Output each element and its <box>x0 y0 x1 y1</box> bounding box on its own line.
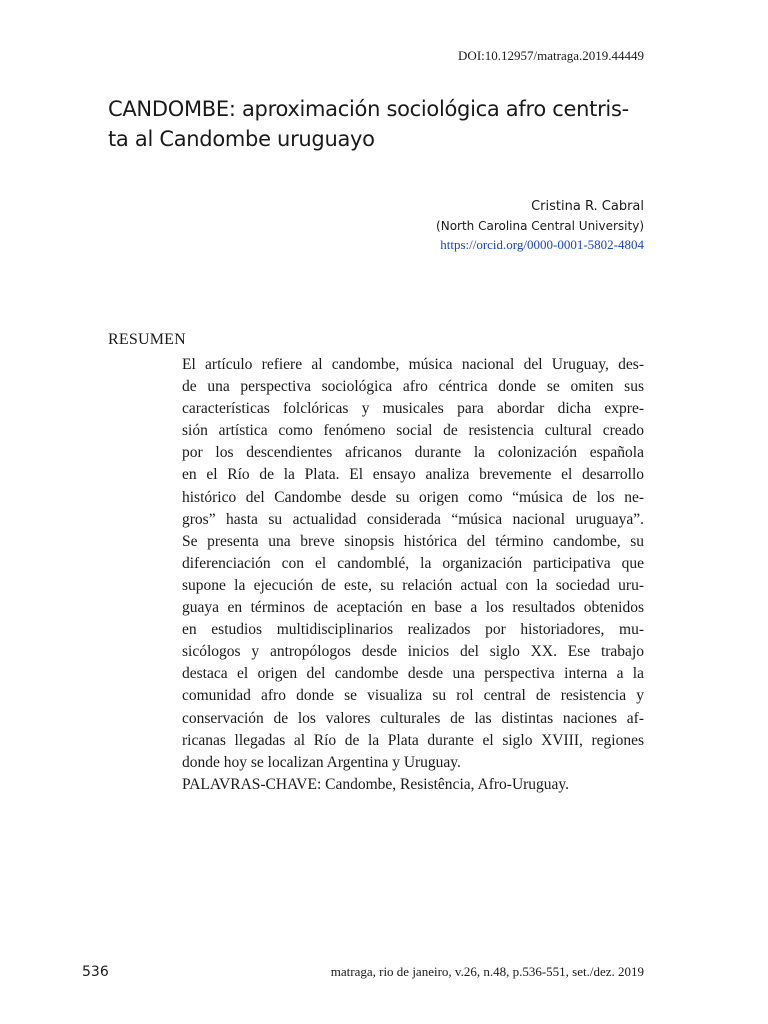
doi-line: DOI:10.12957/matraga.2019.44449 <box>458 48 644 63</box>
abstract-line: características folclóricas y musicales para abordar dicha expre- <box>182 400 644 418</box>
abstract-line: destaca el origen del candombe desde una perspectiva interna a la <box>182 665 644 683</box>
abstract-line: en estudios multidisciplinarios realizados por historiadores, mu- <box>182 621 644 639</box>
author-affiliation: (North Carolina Central University) <box>436 219 644 233</box>
abstract-line: de una perspectiva sociológica afro céntrica donde se omiten sus <box>182 378 644 396</box>
abstract-line: sión artística como fenómeno social de resistencia cultural creado <box>182 422 644 440</box>
abstract-line: donde hoy se localizan Argentina y Uruguay. <box>182 753 461 771</box>
page-number: 536 <box>82 964 109 980</box>
abstract-line: Se presenta una breve sinopsis histórica del término candombe, su <box>182 532 644 550</box>
orcid-link[interactable]: https://orcid.org/0000-0001-5802-4804 <box>440 237 644 252</box>
abstract-line: El artículo refiere al candombe, música nacional del Uruguay, des- <box>182 356 644 373</box>
abstract-line: guaya en términos de aceptación en base a los resultados obtenidos <box>182 599 644 617</box>
abstract-line: supone la ejecución de este, su relación actual con la sociedad uru- <box>182 576 644 594</box>
author-block <box>436 197 644 255</box>
abstract-line: conservación de los valores culturales de las distintas naciones af- <box>182 709 644 727</box>
abstract-body <box>182 354 644 796</box>
abstract-line: histórico del Candombe desde su origen como “música de los ne- <box>182 488 644 506</box>
author-name: Cristina R. Cabral <box>531 199 644 214</box>
abstract-line: ricanas llegadas al Río de la Plata durante el siglo XVIII, regiones <box>182 731 644 749</box>
title-line-2: ta al Candombe uruguayo <box>108 127 375 151</box>
abstract-line: sicólogos y antropólogos desde inicios del siglo XX. Ese trabajo <box>182 643 644 661</box>
abstract-line: gros” hasta su actualidad considerada “música nacional uruguaya”. <box>182 510 644 528</box>
abstract-line: comunidad afro donde se visualiza su rol central de resistencia y <box>182 687 644 705</box>
journal-citation: matraga, rio de janeiro, v.26, n.48, p.536-551, set./dez. 2019 <box>330 964 644 979</box>
abstract-line: por los descendientes africanos durante la colonización española <box>182 444 644 462</box>
abstract-line: diferenciación con el candomblé, la organización participativa que <box>182 554 644 572</box>
abstract-heading: RESUMEN <box>108 331 186 348</box>
page-footer <box>82 964 644 984</box>
article-title <box>108 94 648 154</box>
title-line-1: CANDOMBE: aproximación sociológica afro centris- <box>108 97 629 121</box>
keywords: PALAVRAS-CHAVE: Candombe, Resistência, Afro-Uruguay. <box>182 775 570 793</box>
abstract-line: en el Río de la Plata. El ensayo analiza brevemente el desarrollo <box>182 466 644 484</box>
